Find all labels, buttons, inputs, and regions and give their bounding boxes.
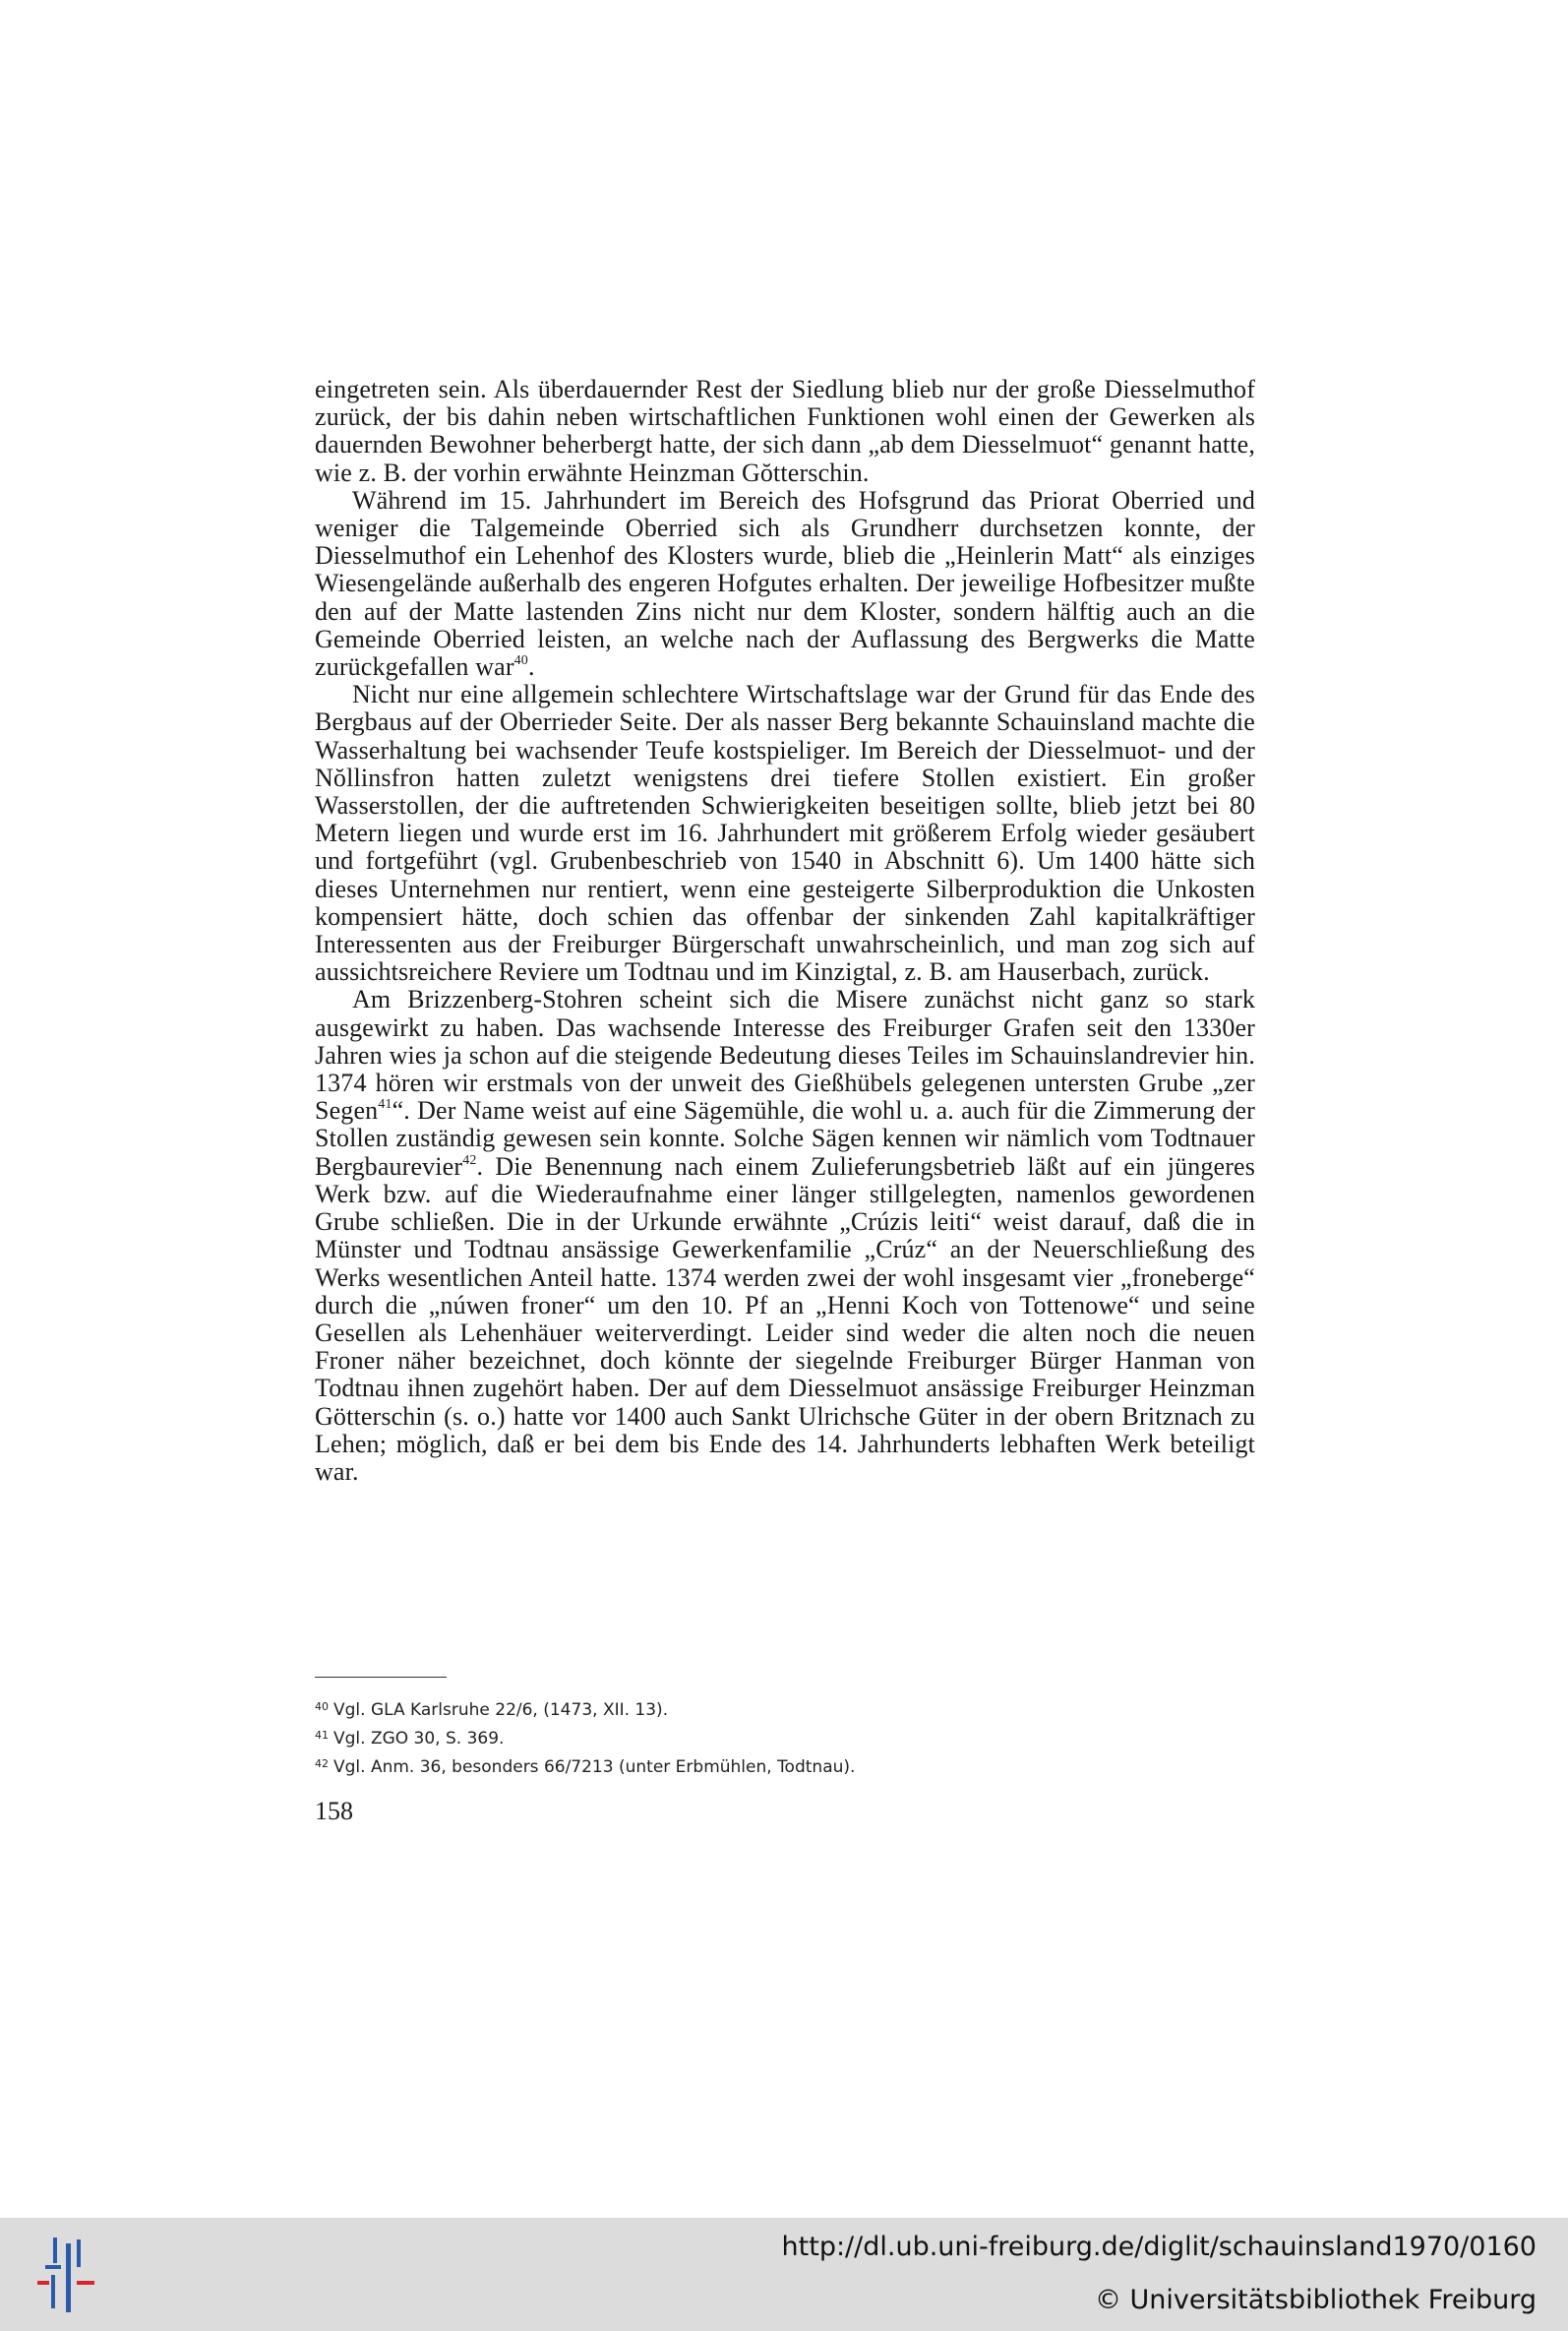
footnote-marker: 42	[462, 1152, 477, 1168]
page-number: 158	[315, 1797, 353, 1825]
paragraph	[315, 681, 1255, 986]
text-segment: eingetreten sein. Als überdauernder Rest der Siedlung blieb nur der große Diesselmuthof zurück, der bis dahin neben wirtschaftlichen Funktionen wohl einen der Gewerken als dauernden Bewohner beherbergt hatte, der sich dann „ab dem Diesselmuot“ genannt hatte, wie z. B. der vorhin erwähnte Heinzman Gŏtterschin.	[315, 375, 1255, 487]
footnote-number: 42	[315, 1757, 329, 1770]
paragraph	[315, 487, 1255, 681]
paragraph	[315, 986, 1255, 1486]
text-segment: . Die Benennung nach einem Zulieferungsbetrieb läßt auf ein jüngeres Werk bzw. auf die Wiederaufnahme einer länger stillgelegten, namenlos gewordenen Grube schließen. Die in der Urkunde erwähnte „Crúzis leiti“ weist darauf, daß die in Münster und Todtnau ansässige Gewerkenfamilie „Crúz“ an der Neuerschließung des Werks wesentlichen Anteil hatte. 1374 werden zwei der wohl insgesamt vier „froneberge“ durch die „núwen froner“ um den 10. Pf an „Henni Koch von Tottenowe“ und seine Gesellen als Lehenhäuer weiterverdingt. Leider sind weder die alten noch die neuen Froner näher bezeichnet, doch könnte der siegelnde Freiburger Bürger Hanman von Todtnau ihnen zugehört haben. Der auf dem Diesselmuot ansässige Freiburger Heinzman Götterschin (s. o.) hatte vor 1400 auch Sankt Ulrichsche Güter in der obern Britznach zu Lehen; möglich, daß er bei dem bis Ende des 14. Jahrhunderts lebhaften Werk beteiligt war.	[315, 1151, 1255, 1486]
footnote-text: Vgl. GLA Karlsruhe 22/6, (1473, XII. 13).	[333, 1700, 669, 1720]
footnotes	[315, 1694, 1255, 1780]
body-text	[315, 376, 1255, 1486]
footnote-text: Vgl. Anm. 36, besonders 66/7213 (unter Erbmühlen, Todtnau).	[333, 1757, 856, 1777]
footnote-marker: 41	[378, 1097, 392, 1113]
copyright-notice: © Universitätsbibliothek Freiburg	[1094, 2285, 1537, 2315]
text-segment: Nicht nur eine allgemein schlechtere Wirtschaftslage war der Grund für das Ende des Bergbaus auf der Oberrieder Seite. Der als nasser Berg bekannte Schauinsland machte die Wasserhaltung bei wachsender Teufe kostspieliger. Im Bereich der Diesselmuot- und der Nŏllinsfron hatten zuletzt wenigstens drei tiefere Stollen existiert. Ein großer Wasserstollen, der die auftretenden Schwierigkeiten beseitigen sollte, blieb jetzt bei 80 Metern liegen und wurde erst im 16. Jahrhundert mit größerem Erfolg wieder gesäubert und fortgeführt (vgl. Grubenbeschrieb von 1540 in Abschnitt 6). Um 1400 hätte sich dieses Unternehmen nur rentiert, wenn eine gesteigerte Silberproduktion die Unkosten kompensiert hätte, doch schien das offenbar der sinkenden Zahl kapitalkräftiger Interessenten aus der Freiburger Bürgerschaft unwahrscheinlich, und man zog sich auf aussichtsreichere Reviere um Todtnau und im Kinzigtal, z. B. am Hauserbach, zurück.	[315, 680, 1255, 987]
ub-freiburg-logo-icon[interactable]	[37, 2236, 98, 2314]
text-segment: .	[527, 652, 535, 682]
source-url[interactable]: http://dl.ub.uni-freiburg.de/diglit/schauinsland1970/0160	[781, 2232, 1537, 2262]
footnote-separator	[315, 1677, 447, 1678]
footnote-text: Vgl. ZGO 30, S. 369.	[333, 1729, 505, 1748]
text-segment: “. Der Name weist auf eine Sägemühle, die wohl u. a. auch für die Zimmerung der Stollen zuständig gewesen sein konnte. Solche Sägen kennen wir nämlich vom Todtnauer Bergbaurevier	[315, 1096, 1255, 1181]
footnote-marker: 40	[513, 653, 528, 669]
footnote	[315, 1694, 1255, 1723]
text-segment: Während im 15. Jahrhundert im Bereich des Hofsgrund das Priorat Oberried und weniger die Talgemeinde Oberried sich als Grundherr durchsetzen konnte, der Diesselmuthof ein Lehenhof des Klosters wurde, blieb die „Heinlerin Matt“ als einziges Wiesengelände außerhalb des engeren Hofgutes erhalten. Der jeweilige Hofbesitzer mußte den auf der Matte lastenden Zins nicht nur dem Kloster, sondern hälftig auch an die Gemeinde Oberried leisten, an welche nach der Auflassung des Bergwerks die Matte zurückgefallen war	[315, 485, 1255, 682]
footnote	[315, 1723, 1255, 1751]
footer-bar	[0, 2218, 1568, 2331]
footnote-number: 41	[315, 1729, 329, 1742]
paragraph	[315, 376, 1255, 487]
text-segment: Am Brizzenberg-Stohren scheint sich die Misere zunächst nicht ganz so stark ausgewirkt zu haben. Das wachsende Interesse des Freiburger Grafen seit den 1330er Jahren wies ja schon auf die steigende Bedeutung dieses Teiles im Schauinslandrevier hin. 1374 hören wir erstmals von der unweit des Gießhübels gelegenen untersten Grube „zer Segen	[315, 985, 1255, 1126]
footnote-number: 40	[315, 1700, 329, 1713]
footnote	[315, 1751, 1255, 1780]
